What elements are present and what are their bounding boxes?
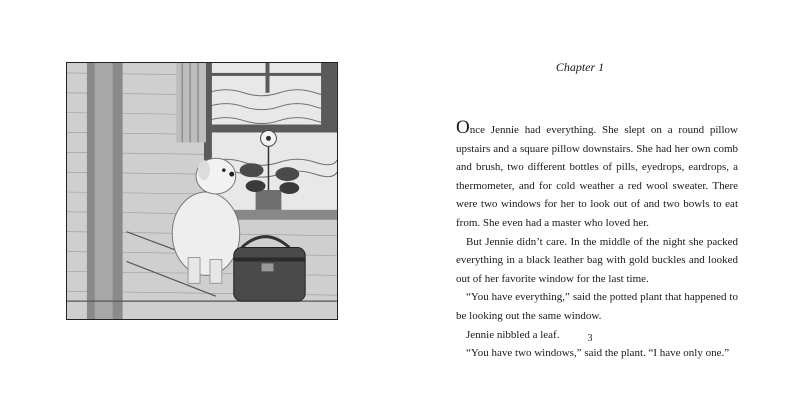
paragraph-text: nce Jennie had everything. She slept on a round pillow upstairs and a square pillow downstairs. She had her own comb and brush, two different bottles of pills, eyedrops, eardrops, a thermometer, and for cold weather a red wool sweater. There were two windows for her to look out of and two bowls to eat from. She even had a master who loved her. — [456, 124, 738, 229]
illustration-drawing — [67, 63, 337, 319]
page-number: 3 — [587, 333, 593, 344]
paragraph: “You have everything,” said the potted plant that happened to be looking out the same window. — [456, 291, 738, 322]
illustration-dog-at-window — [66, 62, 338, 320]
paragraph: “You have two windows,” said the plant. “I have only one.” — [466, 347, 730, 360]
curtain — [176, 63, 206, 142]
paragraph — [456, 118, 738, 233]
chapter-title: Chapter 1 — [555, 60, 605, 74]
drop-cap: O — [456, 117, 470, 138]
paragraph: But Jennie didn’t care. In the middle of the night she packed everything in a black leather bag with gold buckles and looked out of her favorite window for the last time. — [456, 235, 738, 285]
paragraph: Jennie nibbled a leaf. — [466, 328, 560, 341]
story-text — [456, 118, 738, 363]
